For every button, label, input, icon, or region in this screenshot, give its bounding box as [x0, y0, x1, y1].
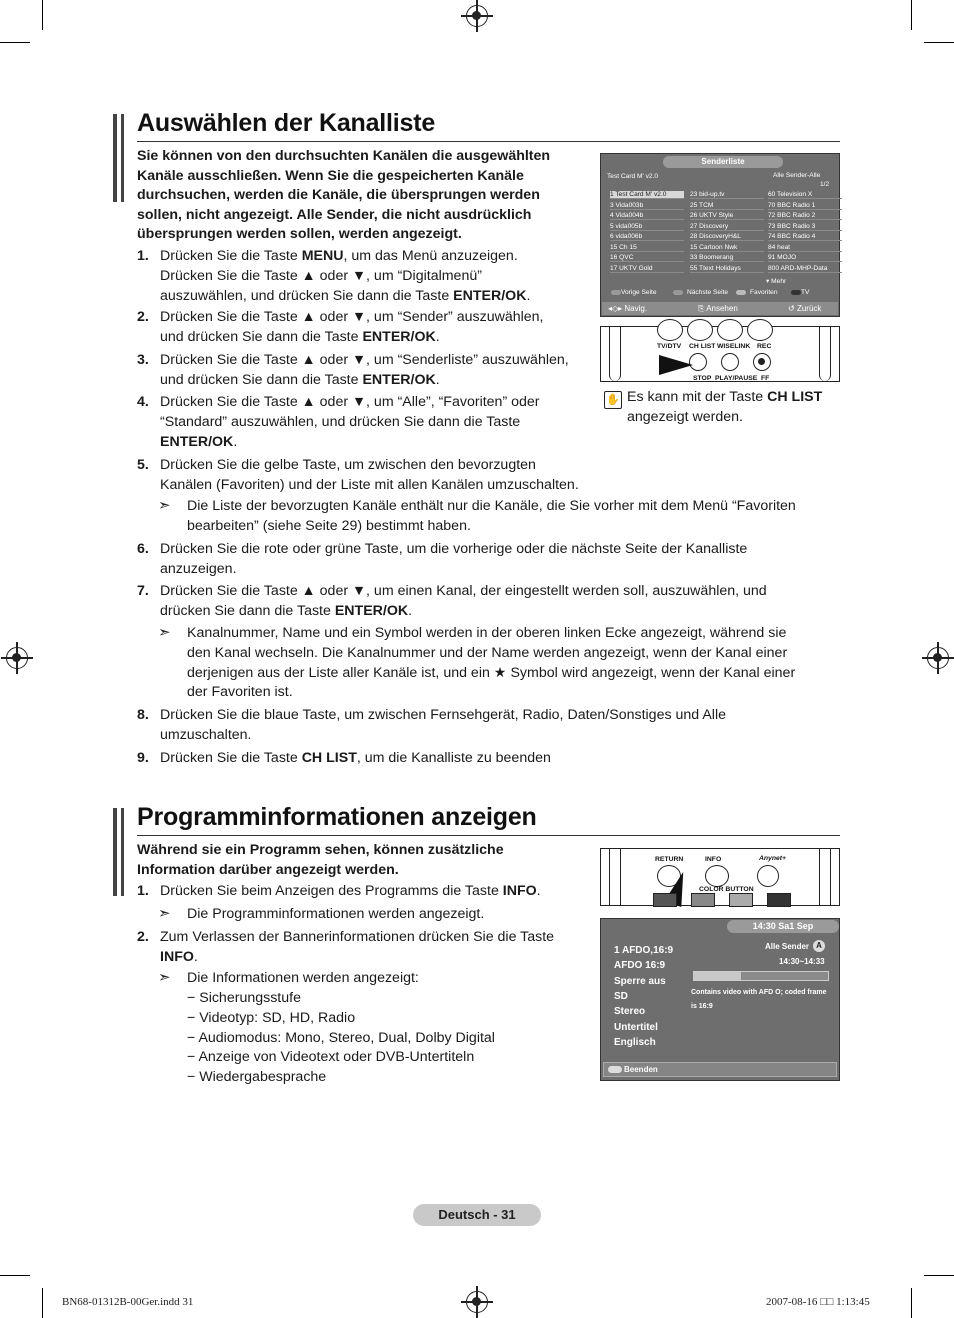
text-line: Drücken Sie die Taste ▲ oder ▼, um “Digitalmenü”	[160, 267, 482, 284]
side-note	[627, 388, 842, 428]
section-intro: Während sie ein Programm sehen, können zusätzliche Information darüber angezeigt werden.	[137, 842, 504, 878]
channel-entry[interactable]: 16 QVC	[610, 254, 684, 262]
step-number: 6.	[137, 541, 149, 557]
registration-mark-icon	[466, 1291, 488, 1313]
step-number: 2.	[137, 309, 149, 325]
rec-button	[747, 319, 773, 341]
rec-round-button	[753, 353, 771, 371]
wiselink-round-button	[721, 353, 739, 371]
channel-entry[interactable]: 26 UKTV Style	[690, 212, 764, 220]
exit-bar: Beenden	[603, 1062, 837, 1077]
text-line: “Standard” auszuwählen, und drücken Sie dann die Taste	[160, 413, 521, 430]
section-marker	[121, 808, 124, 896]
ch-list-button	[687, 319, 713, 341]
note-arrow-icon: ➣	[158, 624, 171, 641]
step-8	[160, 706, 726, 746]
crop-mark	[0, 1275, 30, 1276]
text-line: bearbeiten” (siehe Seite 29) bestimmt haben.	[187, 517, 471, 534]
channel-entry[interactable]: 84 heat	[768, 244, 842, 252]
text-line: umzuschalten.	[160, 726, 252, 743]
channel-entry[interactable]: 72 BBC Radio 2	[768, 212, 842, 220]
text-line: INFO.	[160, 948, 198, 965]
text-line: Drücken Sie die Taste ▲ oder ▼, um “Sender” auszuwählen,	[160, 309, 544, 325]
page-number-badge: Deutsch - 31	[413, 1204, 541, 1226]
remote-control-illustration: TV/DTV CH LIST WISELINK REC STOP PLAY/PAUSE FF	[600, 326, 840, 382]
list-mode: Alle Sender-Alle	[773, 172, 821, 179]
note-info-shown: Die Programminformationen werden angezeigt.	[187, 906, 485, 922]
channel-entry[interactable]: 60 Television X	[768, 191, 842, 199]
info-detail-line: Sperre aus	[614, 975, 666, 987]
text-line: anzuzeigen.	[160, 560, 237, 577]
info-item: − Anzeige von Videotext oder DVB-Untertiteln	[187, 1049, 475, 1066]
step-5	[160, 456, 579, 496]
registration-mark-icon	[927, 647, 949, 669]
step-number: 8.	[137, 707, 149, 723]
step-number: 3.	[137, 352, 149, 368]
channel-entry[interactable]: 3 Vida003b	[610, 202, 684, 210]
section-marker	[113, 808, 117, 896]
remote-control-illustration: RETURN INFO Anynet+ COLOR BUTTON	[600, 848, 840, 906]
channel-entry[interactable]: 33 Boomerang	[690, 254, 764, 262]
info-key-icon	[608, 1066, 622, 1073]
tv-dtv-button	[657, 319, 683, 341]
channel-entry[interactable]: 27 Discovery	[690, 223, 764, 231]
wiselink-button	[717, 319, 743, 341]
channel-entry[interactable]: 1 Test Card M' v2.0	[610, 191, 684, 199]
note-arrow-icon: ➣	[158, 969, 171, 986]
text-line: Zum Verlassen der Bannerinformationen drücken Sie die Taste	[160, 929, 555, 945]
step-6	[160, 540, 747, 580]
current-channel: Test Card M' v2.0	[607, 173, 659, 180]
crop-mark	[0, 42, 30, 43]
page-indicator: 1/2	[820, 181, 830, 188]
channel-group: Alle Sender	[765, 942, 810, 951]
channel-entry[interactable]: 55 Ttext Holidays	[690, 265, 764, 273]
section-marker	[121, 114, 124, 202]
crop-mark	[924, 1275, 954, 1276]
info-item: − Videotyp: SD, HD, Radio	[187, 1009, 356, 1026]
time-range: 14:30~14:33	[779, 957, 825, 966]
pointing-hand-icon	[659, 355, 693, 375]
note-favorites	[187, 497, 837, 537]
yellow-button	[729, 893, 753, 907]
title-rule	[137, 141, 840, 142]
channel-entry[interactable]: 15 Ch 15	[610, 244, 684, 252]
text-line: Drücken Sie die Taste ▲ oder ▼, um “Alle”, “Favoriten” oder	[160, 394, 540, 410]
channel-entry[interactable]: 25 TCM	[690, 202, 764, 210]
step-1	[160, 882, 590, 902]
screen-title: Senderliste	[663, 156, 783, 168]
footer-timestamp: 2007-08-16 □□ 1:13:45	[766, 1296, 870, 1308]
channel-entry[interactable]: 28 DiscoveryH&L	[690, 233, 764, 241]
channel-entry[interactable]: 4 Vida004b	[610, 212, 684, 220]
info-detail-line: Untertitel	[614, 1021, 658, 1033]
text-line: angezeigt werden.	[627, 408, 743, 425]
anynet-button	[757, 865, 779, 887]
text-line: Kanälen (Favoriten) und der Liste mit allen Kanälen umzuschalten.	[160, 476, 579, 493]
channel-entry[interactable]: 5 vida005b	[610, 223, 684, 231]
channel-entry[interactable]: 70 BBC Radio 1	[768, 202, 842, 210]
step-number: 9.	[137, 750, 149, 766]
blue-button	[767, 893, 791, 907]
crop-mark	[911, 1288, 912, 1318]
av-badge: A	[813, 940, 825, 952]
red-button	[653, 893, 677, 907]
note-channel-display	[187, 624, 837, 703]
text-line: Drücken Sie die Taste CH LIST, um die Kanalliste zu beenden	[160, 750, 551, 766]
info-detail-line: AFDO 16:9	[614, 960, 666, 972]
crop-mark	[924, 42, 954, 43]
text-line: Es kann mit der Taste CH LIST	[627, 389, 823, 405]
channel-entry[interactable]: 23 bid-up.tv	[690, 191, 764, 199]
color-legend: Vorige Seite Nächste Seite Favoriten TV	[601, 287, 839, 299]
step-number: 5.	[137, 457, 149, 473]
step-2	[160, 308, 543, 348]
info-item: − Sicherungsstufe	[187, 990, 301, 1006]
note-info-list: Die Informationen werden angezeigt:	[187, 970, 419, 986]
crop-mark	[42, 0, 43, 30]
text-line: derjenigen aus der Liste aller Kanäle ist, und ein ★ Symbol wird angezeigt, wenn der Kanal einer	[187, 664, 796, 681]
section-marker	[113, 114, 117, 202]
channel-entry[interactable]: 15 Cartoon Nwk	[690, 244, 764, 252]
text-line: der Favoriten ist.	[187, 684, 293, 701]
channel-entry[interactable]: 6 vida006b	[610, 233, 684, 241]
step-7	[160, 582, 767, 622]
step-2	[160, 928, 590, 968]
channel-list-screen	[600, 153, 840, 317]
memo-icon: ✋	[604, 391, 622, 409]
step-9	[160, 749, 551, 769]
info-detail-line: SD	[614, 990, 628, 1002]
registration-mark-icon	[6, 647, 28, 669]
title-rule	[137, 835, 840, 836]
step-number: 1.	[137, 248, 149, 264]
more-indicator: ▾ Mehr	[766, 278, 787, 285]
text-line: Die Liste der bevorzugten Kanäle enthält nur die Kanäle, die Sie vorher mit dem Menü “Favoriten	[187, 498, 796, 514]
step-number: 7.	[137, 583, 149, 599]
text-line: ENTER/OK.	[160, 433, 238, 450]
note-arrow-icon: ➣	[158, 905, 171, 922]
section-title: Auswählen der Kanalliste	[137, 109, 436, 137]
info-detail-line: Stereo	[614, 1006, 646, 1018]
channel-entry[interactable]: 17 UKTV Gold	[610, 265, 684, 273]
note-arrow-icon: ➣	[158, 497, 171, 514]
text-line: Drücken Sie die Taste ▲ oder ▼, um “Senderliste” auszuwählen,	[160, 352, 569, 368]
text-line: Drücken Sie die Taste ▲ oder ▼, um einen Kanal, der eingestellt werden soll, auszuwählen, und	[160, 583, 767, 599]
program-info-screen	[600, 918, 840, 1081]
channel-entry[interactable]: 74 BBC Radio 4	[768, 233, 842, 241]
text-line: Drücken Sie die Taste MENU, um das Menü anzuzeigen.	[160, 248, 518, 264]
channel-entry[interactable]: 73 BBC Radio 3	[768, 223, 842, 231]
info-item: − Wiedergabesprache	[187, 1069, 327, 1086]
channel-entry[interactable]: 91 MOJO	[768, 254, 842, 262]
step-3	[160, 351, 569, 391]
crop-mark	[42, 1288, 43, 1318]
text-line: Drücken Sie die blaue Taste, um zwischen Fernsehgerät, Radio, Daten/Sonstiges und Alle	[160, 707, 726, 723]
step-1	[160, 247, 530, 306]
info-detail-line: Englisch	[614, 1036, 656, 1048]
anynet-label: Anynet+	[759, 855, 787, 862]
channel-grid	[607, 190, 835, 276]
text-line: und drücken Sie dann die Taste ENTER/OK.	[160, 328, 440, 345]
text-line: drücken Sie dann die Taste ENTER/OK.	[160, 602, 413, 619]
info-item: − Audiomodus: Mono, Stereo, Dual, Dolby Digital	[187, 1029, 495, 1046]
time-display: 14:30 Sa1 Sep	[727, 920, 839, 933]
nav-bar: ◂◇▸ Navig. ⎘ Ansehen ↺ Zurück	[602, 302, 838, 315]
text-line: Drücken Sie die rote oder grüne Taste, um die vorherige oder die nächste Seite der Kanalliste	[160, 541, 748, 557]
text-line: auszuwählen, und drücken Sie dann die Taste ENTER/OK.	[160, 287, 531, 304]
info-button	[705, 865, 729, 887]
text-line: Drücken Sie die gelbe Taste, um zwischen den bevorzugten	[160, 457, 536, 473]
section-title: Programminformationen anzeigen	[137, 803, 537, 831]
text-line: und drücken Sie dann die Taste ENTER/OK.	[160, 371, 440, 388]
footer-filename: BN68-01312B-00Ger.indd 31	[62, 1296, 194, 1308]
channel-entry[interactable]: 800 ARD-MHP-Data	[768, 265, 842, 273]
crop-mark	[911, 0, 912, 30]
text-line: Drücken Sie beim Anzeigen des Programms die Taste INFO.	[160, 883, 541, 899]
green-button	[691, 893, 715, 907]
text-line: Kanalnummer, Name und ein Symbol werden in der oberen linken Ecke angezeigt, während sie	[187, 625, 787, 641]
registration-mark-icon	[466, 5, 488, 27]
step-4	[160, 393, 540, 452]
progress-bar	[693, 971, 829, 981]
program-description: Contains video with AFD O; coded frame is 16:9	[691, 989, 827, 1010]
text-line: den Kanal wechseln. Die Kanalnummer und der Name werden angezeigt, wenn der Kanal einer	[187, 644, 788, 661]
info-detail-line: 1 AFDO,16:9	[614, 945, 674, 956]
step-number: 4.	[137, 394, 149, 410]
section-intro: Sie können von den durchsuchten Kanälen die ausgewählten Kanäle ausschließen. Wenn Sie die gespeicherten Kanäle durchsuchen, werden die Kanäle, die übersprungen werden sollen, nicht angezeigt. Alle Sender, die nicht ausdrücklich übersprungen werden sollen, werden angezeigt.	[137, 148, 551, 243]
